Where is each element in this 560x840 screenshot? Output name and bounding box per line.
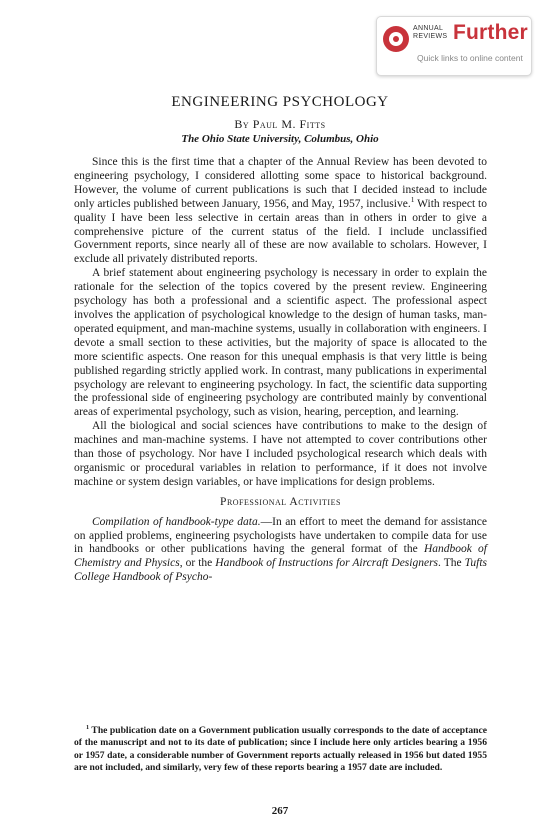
- footnote-paragraph: [74, 725, 487, 775]
- book-title-aircraft: Handbook of Instructions for Aircraft Designers: [215, 557, 439, 570]
- badge-further-text: Further: [453, 21, 528, 44]
- paragraph-handbook: [74, 516, 487, 586]
- footnote-marker: 1: [86, 723, 90, 731]
- annual-reviews-logo-icon: [383, 26, 409, 52]
- paragraph-handbook-text-a: —In an effort to meet the demand for assistance on applied problems, engineering psychologists have undertaken to compile data for use in handbooks or other publications having the general format of the: [74, 515, 488, 556]
- book-title-chemistry: Handbook of Chemistry and Physics: [74, 543, 487, 570]
- article-body: [74, 156, 487, 585]
- further-links-badge[interactable]: [376, 16, 532, 76]
- paragraph-handbook-text-c: . The: [438, 557, 465, 570]
- paragraph-scope: All the biological and social sciences have contributions to make to the design of machines and man-machine systems. I have not attempted to cover contributions other than those of psychology. Nor have I included psychological research which deals with organismic or procedural variables in relation to performance, if it does not involve machine or system design variables, or have implications for design problems.: [74, 420, 487, 488]
- badge-annual-text: ANNUAL: [413, 25, 444, 32]
- page-number: 267: [271, 805, 289, 817]
- paragraph-rationale: A brief statement about engineering psychology is necessary in order to explain the rationale for the selection of the topics covered by the present review. Engineering psychology has both a professional and a scientific aspect. The professional aspect involves the application of psychological knowledge to the design of human tasks, man-operated equipment, and man-machine systems, usually in collaboration with engineers. I devote a small section to these activities, but the majority of space is allocated to the more scientific aspects. One reason for this unequal emphasis is that very little is being published regarding strictly applied work. In contrast, many publications in experimental psychology are relevant to engineering psychology. In fact, the scientific data supporting the professional side of engineering psychology are contributed mainly by conventional areas of experimental psychology, such as vision, hearing, perception, and learning.: [74, 267, 487, 419]
- footnote: [74, 725, 487, 775]
- author-affiliation: The Ohio State University, Columbus, Ohio: [181, 133, 379, 145]
- article-author: By Paul M. Fitts: [234, 117, 326, 131]
- badge-reviews-text: REVIEWS: [413, 33, 448, 40]
- section-heading: Professional Activities: [220, 495, 341, 508]
- paragraph-handbook-text-b: , or the: [179, 557, 216, 570]
- footnote-ref: 1: [410, 194, 415, 204]
- book-title-tufts: Tufts College Handbook of Psycho-: [74, 557, 488, 584]
- footnote-text: The publication date on a Government publication usually corresponds to the date of acceptance of the manuscript and not to its date of publication; since I include here only articles bearing a 1956 or 1957 date, a considerable number of Government reports actually released in 1956 but dated 1955 are not included, and similarly, very few of these reports bearing a 1957 date are included.: [74, 725, 487, 774]
- paragraph-intro-text: Since this is the first time that a chapter of the Annual Review has been devoted to engineering psychology, I considered allotting some space to historical background. However, the volume of current publications is such that I decided instead to include only articles published between January, 1956, and May, 1957, inclusive.: [74, 156, 487, 210]
- paragraph-lead-in: Compilation of handbook-type data.: [92, 515, 261, 528]
- article-title: ENGINEERING PSYCHOLOGY: [171, 94, 389, 110]
- paragraph-intro-continued: With respect to quality I have been less selective in certain areas than in others in order to give a comprehensive picture of the current status of the field. I include unclassified Government reports, since nearly all of these are now available to scholars. However, I exclude all privately distributed reports.: [74, 197, 487, 266]
- annual-reviews-wordmark: [413, 25, 447, 41]
- paragraph-intro: [74, 156, 487, 267]
- badge-quick-links-text: Quick links to online content: [417, 53, 523, 63]
